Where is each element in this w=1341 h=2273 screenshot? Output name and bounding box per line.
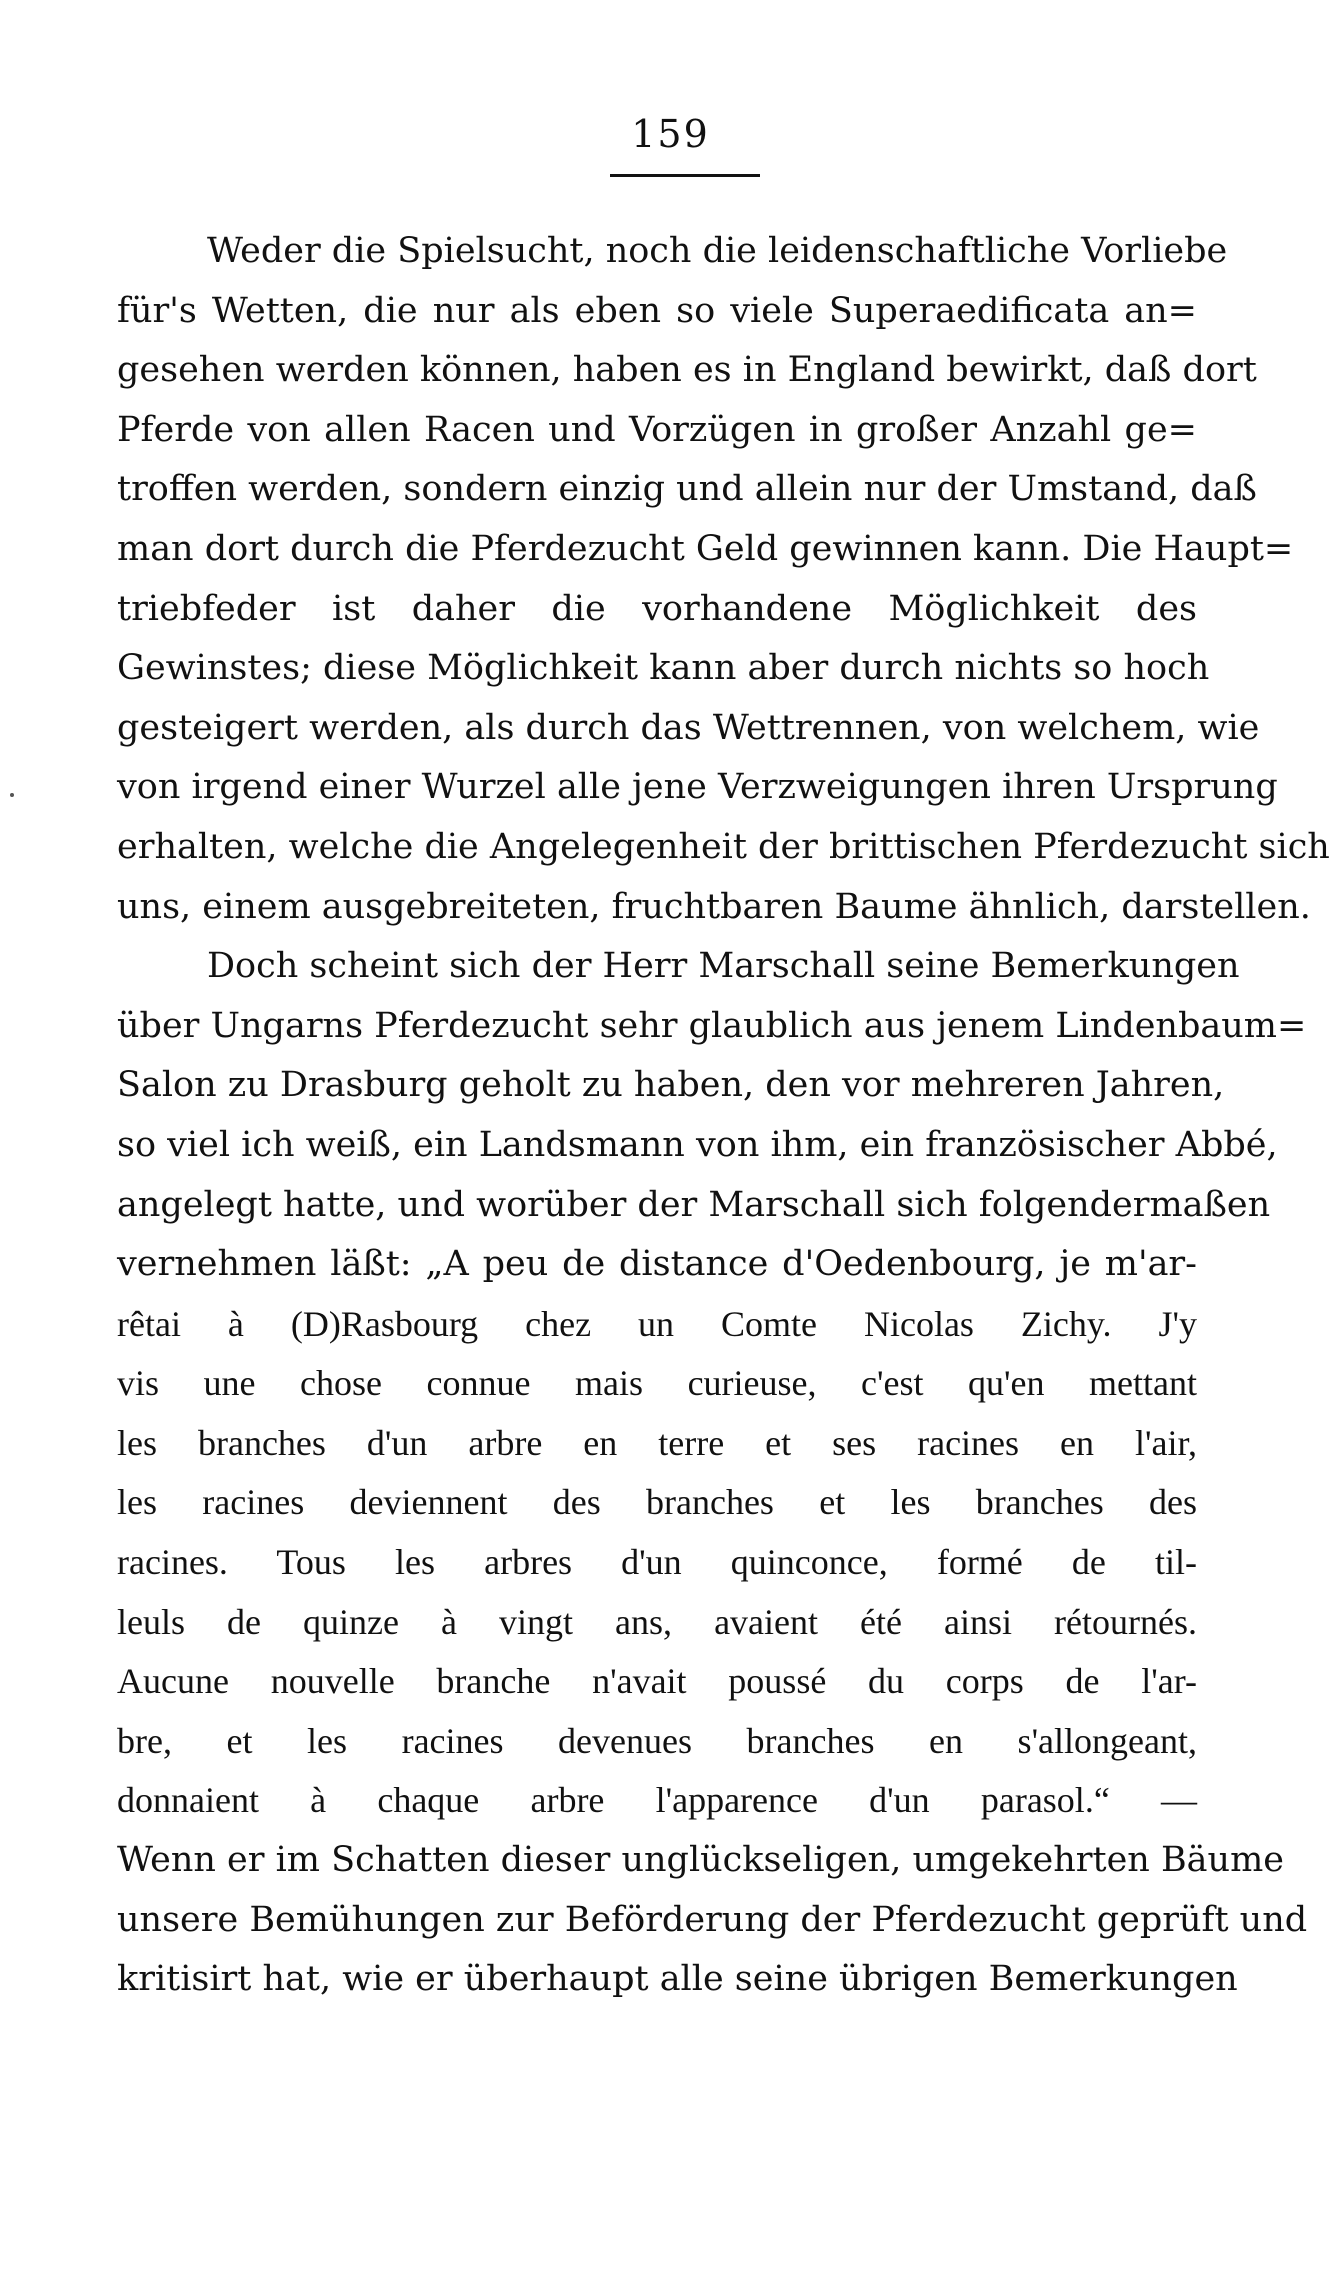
text-line: Doch scheint sich der Herr Marschall seine Bemerkungen [207, 946, 1240, 987]
text-line: Gewinstes; diese Möglichkeit kann aber durch nichts so hoch [117, 648, 1210, 689]
text-line: bre, et les racines devenues branches en s'allongeant, [117, 1720, 1197, 1761]
text-line: leuls de quinze à vingt ans, avaient été ainsi rétournés. [117, 1601, 1197, 1642]
text-line: Weder die Spielsucht, noch die leidenschaftliche Vorliebe [207, 231, 1228, 271]
text-line: les racines deviennent des branches et les branches des [117, 1482, 1197, 1523]
text-line: racines. Tous les arbres d'un quinconce, formé de til- [117, 1542, 1197, 1583]
text-line: für's Wetten, die nur als eben so viele Superaedificata an= [117, 290, 1197, 331]
text-line: triebfeder ist daher die vorhandene Möglichkeit des [117, 588, 1197, 629]
page-number: 159 [631, 112, 710, 156]
text-line: gesteigert werden, als durch das Wettrennen, von welchem, wie [117, 707, 1260, 748]
text-line: über Ungarns Pferdezucht sehr glaublich aus jenem Lindenbaum= [117, 1005, 1307, 1046]
text-line: Pferde von allen Racen und Vorzügen in großer Anzahl ge= [117, 409, 1197, 450]
text-line: unsere Bemühungen zur Beförderung der Pferdezucht geprüft und [117, 1899, 1308, 1940]
text-line: rêtai à (D)Rasbourg chez un Comte Nicolas Zichy. J'y [117, 1303, 1197, 1344]
text-line: so viel ich weiß, ein Landsmann von ihm, ein französischer Abbé, [117, 1124, 1278, 1165]
text-line: erhalten, welche die Angelegenheit der brittischen Pferdezucht sich [117, 826, 1330, 867]
text-line: troffen werden, sondern einzig und allein nur der Umstand, daß [117, 469, 1257, 510]
text-line: man dort durch die Pferdezucht Geld gewinnen kann. Die Haupt= [117, 528, 1294, 569]
text-line: gesehen werden können, haben es in England bewirkt, daß dort [117, 350, 1257, 391]
text-line: kritisirt hat, wie er überhaupt alle seine übrigen Bemerkungen [117, 1959, 1238, 2000]
text-line: donnaient à chaque arbre l'apparence d'un parasol.“ — [117, 1780, 1197, 1821]
text-line: Aucune nouvelle branche n'avait poussé du corps de l'ar- [117, 1661, 1197, 1702]
body-text [117, 222, 1330, 2010]
text-line: vis une chose connue mais curieuse, c'est qu'en mettant [117, 1363, 1197, 1404]
header-rule [610, 174, 760, 177]
text-line: vernehmen läßt: „A peu de distance d'Oedenbourg, je m'ar- [117, 1244, 1197, 1285]
text-line: Salon zu Drasburg geholt zu haben, den vor mehreren Jahren, [117, 1065, 1225, 1106]
text-line: uns, einem ausgebreiteten, fruchtbaren Baume ähnlich, darstellen. [117, 886, 1311, 927]
text-line: Wenn er im Schatten dieser unglückseligen, umgekehrten Bäume [117, 1840, 1284, 1881]
text-line: les branches d'un arbre en terre et ses racines en l'air, [117, 1422, 1197, 1463]
margin-speck [10, 793, 14, 797]
text-line: von irgend einer Wurzel alle jene Verzweigungen ihren Ursprung [117, 767, 1278, 808]
text-line: angelegt hatte, und worüber der Marschall sich folgendermaßen [117, 1184, 1271, 1225]
